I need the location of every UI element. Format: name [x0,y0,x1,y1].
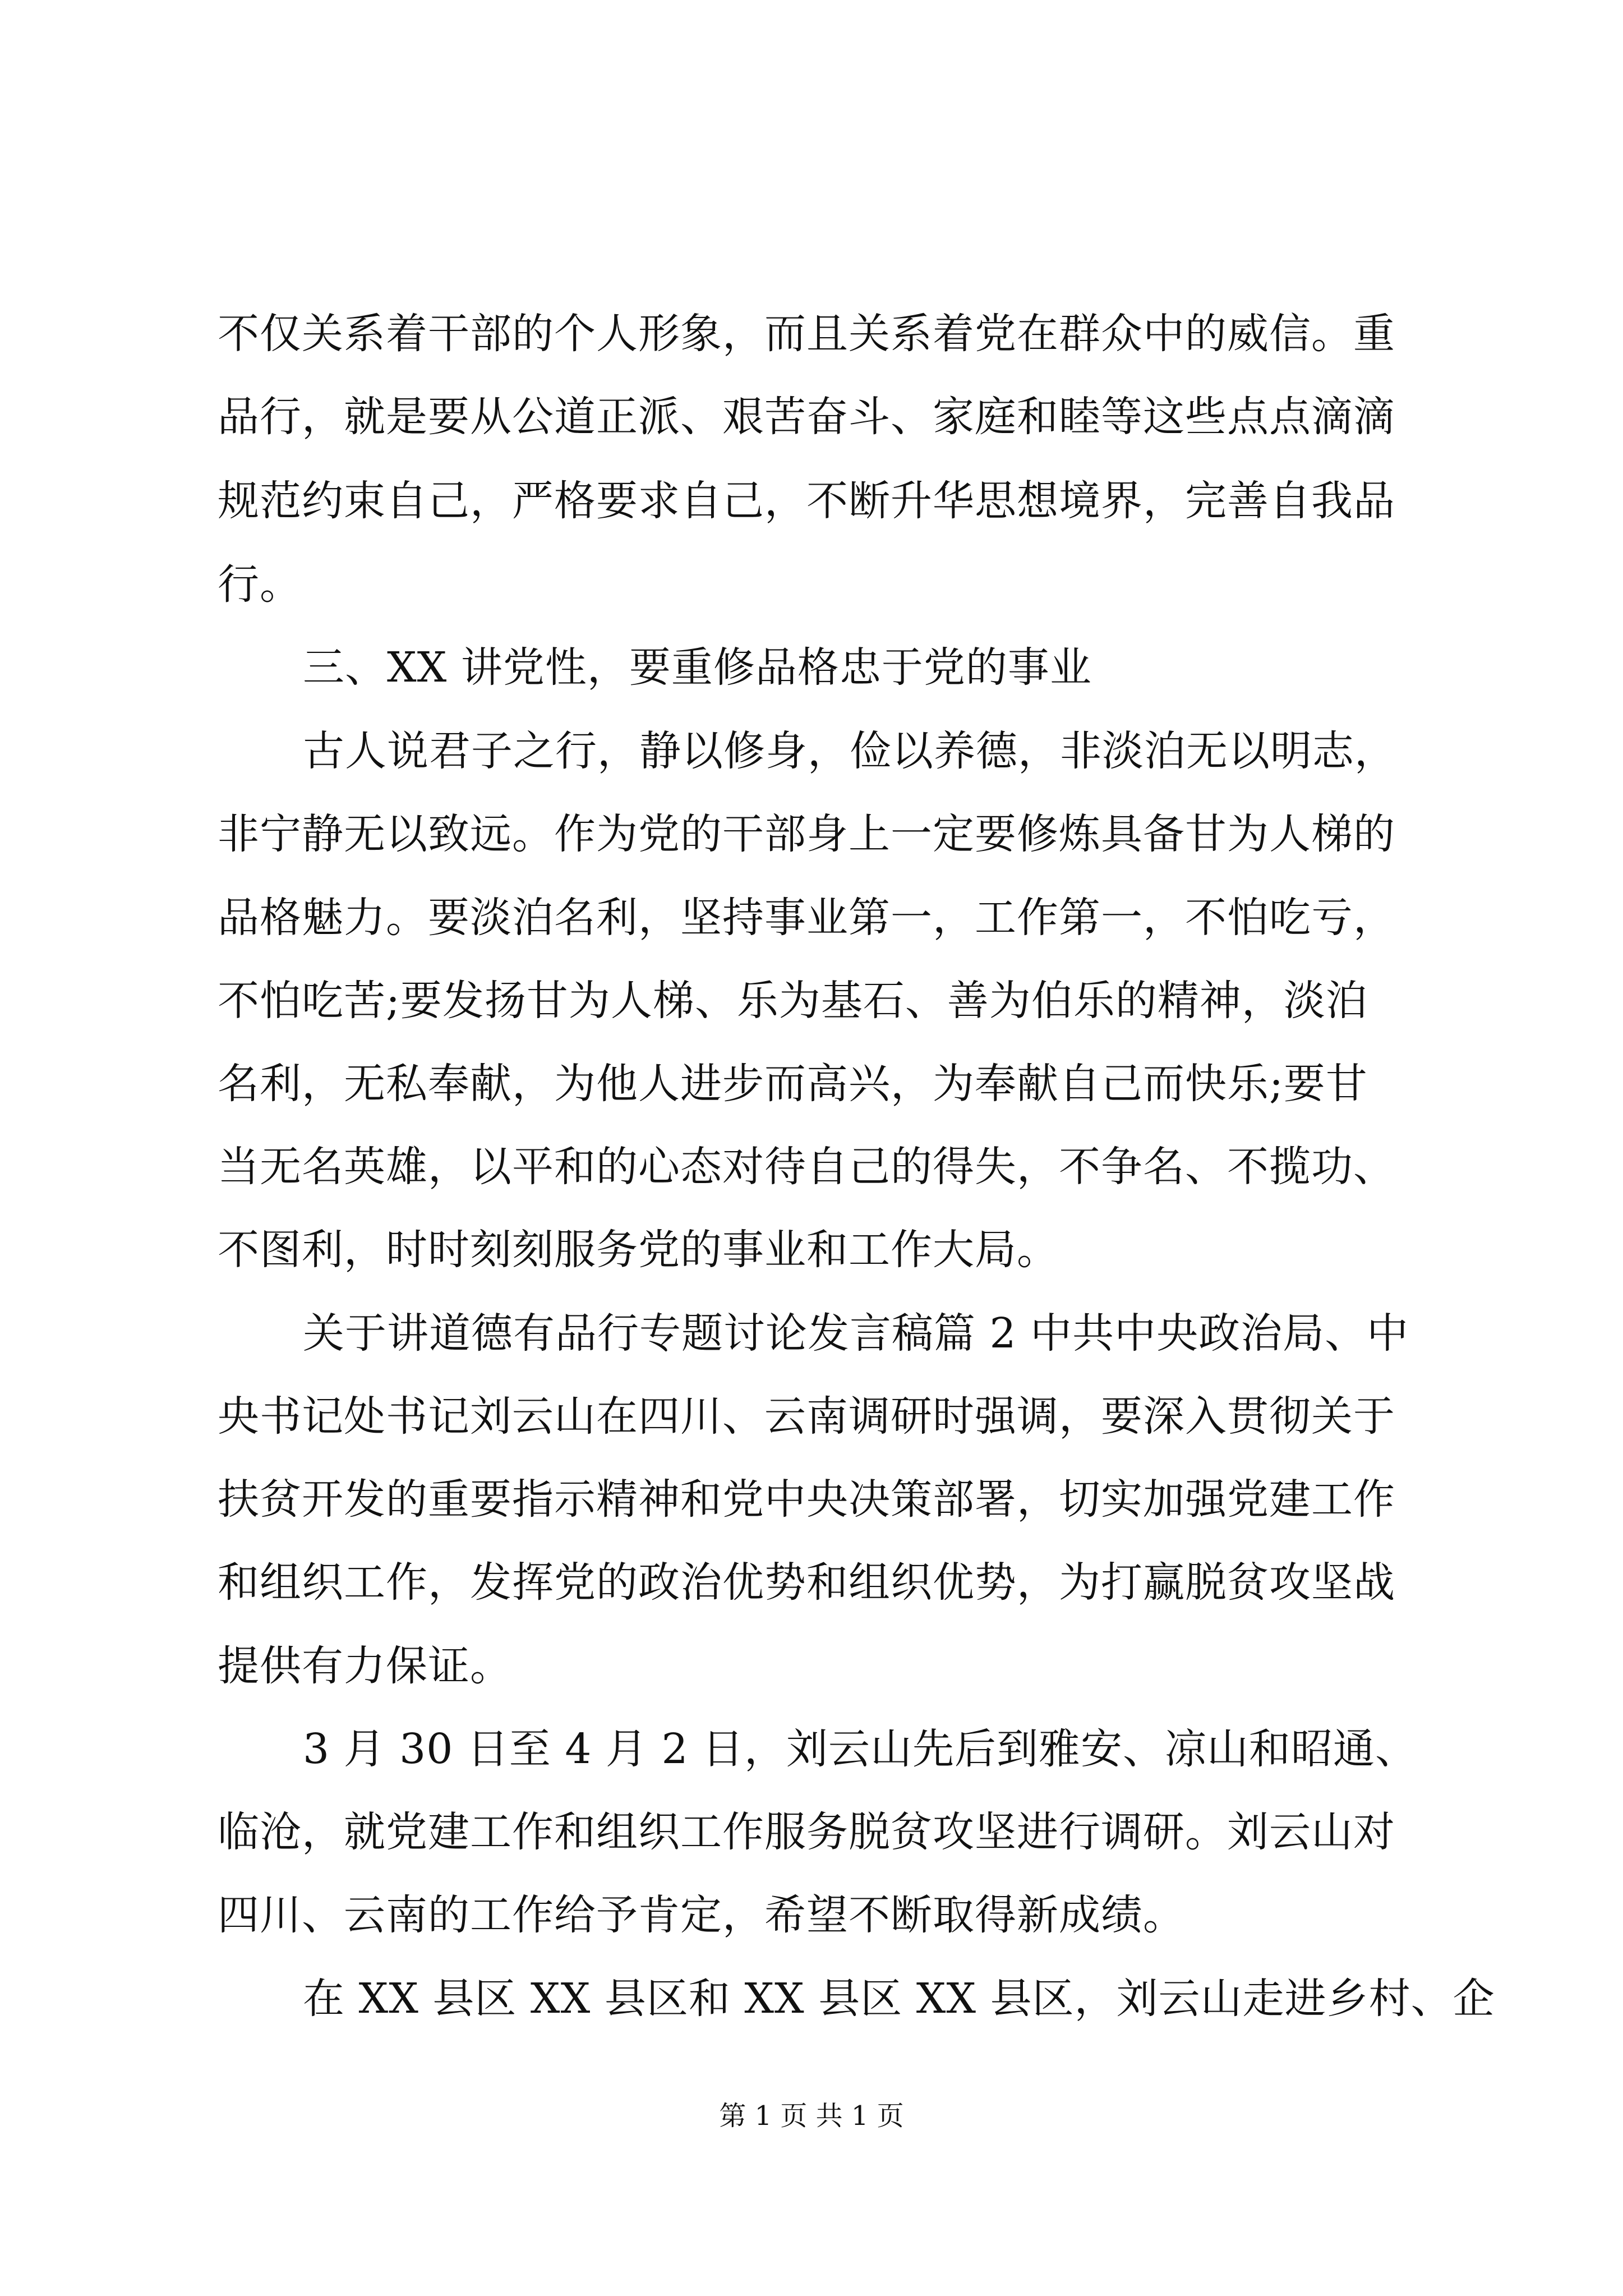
body-line: 品行，就是要从公道正派、艰苦奋斗、家庭和睦等这些点点滴滴 [218,393,1395,441]
body-line: 扶贫开发的重要指示精神和党中央决策部署，切实加强党建工作 [218,1475,1395,1524]
body-line: 提供有力保证。 [218,1642,512,1690]
body-line: 和组织工作，发挥党的政治优势和组织优势，为打赢脱贫攻坚战 [218,1558,1395,1607]
body-line: 非宁静无以致远。作为党的干部身上一定要修炼具备甘为人梯的 [218,810,1395,858]
section-heading: 三、XX 讲党性，要重修品格忠于党的事业 [303,643,1092,692]
body-line: 古人说君子之行，静以修身，俭以养德，非淡泊无以明志， [303,727,1396,775]
page-number-footer: 第 1 页 共 1 页 [719,2100,904,2132]
body-line: 品格魅力。要淡泊名利，坚持事业第一，工作第一，不怕吃亏， [218,894,1395,942]
body-line: 不怕吃苦;要发扬甘为人梯、乐为基石、善为伯乐的精神，淡泊 [218,977,1368,1025]
body-line: 关于讲道德有品行专题讨论发言稿篇 2 中共中央政治局、中 [303,1309,1409,1358]
body-line: 临沧，就党建工作和组织工作服务脱贫攻坚进行调研。刘云山对 [218,1808,1395,1856]
body-line: 当无名英雄，以平和的心态对待自己的得失，不争名、不揽功、 [218,1143,1395,1191]
body-line: 规范约束自己，严格要求自己，不断升华思想境界，完善自我品 [218,477,1395,525]
body-line: 在 XX 县区 XX 县区和 XX 县区 XX 县区，刘云山走进乡村、企 [303,1975,1495,2023]
body-line: 不图利，时时刻刻服务党的事业和工作大局。 [218,1226,1059,1274]
body-line: 央书记处书记刘云山在四川、云南调研时强调，要深入贯彻关于 [218,1392,1395,1441]
body-line: 3 月 30 日至 4 月 2 日，刘云山先后到雅安、凉山和昭通、 [303,1725,1418,1773]
body-line: 行。 [218,560,302,609]
body-line: 名利，无私奉献，为他人进步而高兴，为奉献自己而快乐;要甘 [218,1060,1368,1108]
body-line: 不仅关系着干部的个人形象，而且关系着党在群众中的威信。重 [218,310,1395,358]
body-line: 四川、云南的工作给予肯定，希望不断取得新成绩。 [218,1891,1185,1939]
